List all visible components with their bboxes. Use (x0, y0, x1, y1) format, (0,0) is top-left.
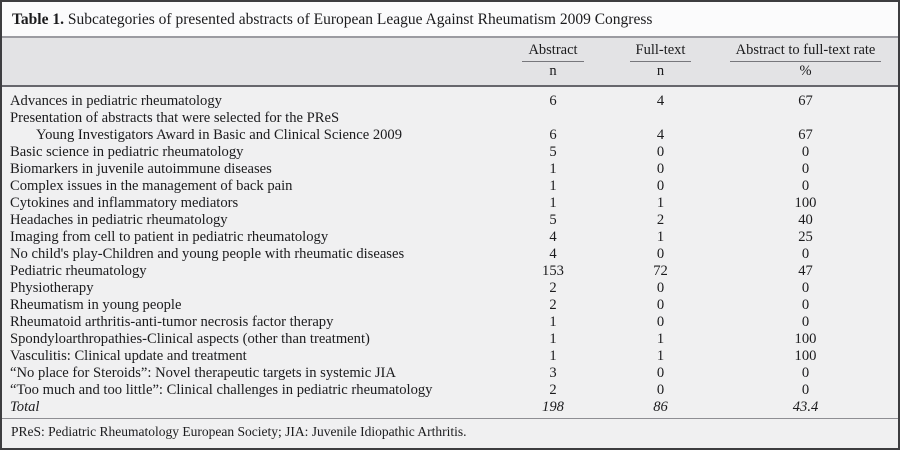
abstract-count-cell: 198 (542, 399, 564, 415)
fulltext-count-cell: 0 (656, 246, 665, 262)
table-row (2, 144, 898, 161)
table-row (2, 365, 898, 382)
abstract-count-cell: 1 (549, 331, 557, 347)
header-abstract (498, 38, 608, 86)
table-row (2, 246, 898, 263)
rate-cell: 0 (801, 246, 810, 262)
rate-cell: 100 (794, 331, 817, 347)
rate-cell: 0 (801, 297, 810, 313)
rate-cell: 100 (794, 195, 817, 211)
fulltext-count-cell: 0 (656, 161, 665, 177)
table-footnote: PReS: Pediatric Rheumatology European Society; JIA: Juvenile Idiopathic Arthritis. (2, 418, 898, 448)
header-abstract-unit: n (549, 63, 557, 79)
category-cell: Basic science in pediatric rheumatology (10, 144, 244, 160)
header-fulltext (608, 38, 713, 86)
rate-cell: 0 (801, 178, 810, 194)
category-cell: Rheumatism in young people (10, 297, 182, 313)
category-cell: “No place for Steroids”: Novel therapeutic targets in systemic JIA (10, 365, 396, 381)
category-cell: Vasculitis: Clinical update and treatment (10, 348, 247, 364)
table-row (2, 178, 898, 195)
abstract-count-cell: 2 (549, 297, 557, 313)
rate-cell: 0 (801, 365, 810, 381)
abstract-count-cell: 3 (549, 365, 557, 381)
fulltext-count-cell: 0 (656, 365, 665, 381)
table-title-text: Subcategories of presented abstracts of European League Against Rheumatism 2009 Congress (67, 11, 653, 28)
category-cell: Headaches in pediatric rheumatology (10, 212, 228, 228)
header-rate-label: Abstract to full-text rate (735, 42, 876, 58)
header-rate-rule (730, 61, 882, 62)
fulltext-count-cell: 0 (656, 280, 665, 296)
header-rate (713, 38, 898, 86)
fulltext-count-cell: 1 (656, 348, 665, 364)
fulltext-count-cell: 0 (656, 382, 665, 398)
abstract-count-cell: 1 (549, 178, 557, 194)
table-title-label: Table 1. (12, 11, 64, 28)
rate-cell: 0 (801, 161, 810, 177)
table-body (2, 86, 898, 418)
rate-cell: 0 (801, 144, 810, 160)
table-row (2, 382, 898, 399)
fulltext-count-cell: 72 (653, 263, 668, 279)
table-row (2, 331, 898, 348)
table-row (2, 314, 898, 331)
header-spacer (2, 38, 498, 86)
header-fulltext-rule (630, 61, 692, 62)
fulltext-count-cell: 2 (656, 212, 665, 228)
rate-cell: 100 (794, 348, 817, 364)
abstract-count-cell: 1 (549, 348, 557, 364)
category-cell: Advances in pediatric rheumatology (10, 93, 222, 109)
abstract-count-cell: 6 (549, 127, 557, 143)
table-header (2, 38, 898, 86)
table-row (2, 348, 898, 365)
table-row (2, 110, 898, 144)
fulltext-count-cell: 0 (656, 314, 665, 330)
category-cell: Rheumatoid arthritis-anti-tumor necrosis factor therapy (10, 314, 334, 330)
category-cell: Total (10, 399, 40, 415)
header-abstract-label: Abstract (528, 42, 578, 58)
abstract-count-cell: 1 (549, 161, 557, 177)
rate-cell: 47 (798, 263, 813, 279)
rate-cell: 67 (798, 93, 813, 109)
abstract-count-cell: 2 (549, 382, 557, 398)
header-fulltext-label: Full-text (635, 42, 686, 58)
table-row (2, 297, 898, 314)
category-cell: Presentation of abstracts that were selected for the PReS Young Investigators Award in Basic and Clinical Science 2009 (10, 110, 403, 143)
header-abstract-rule (522, 61, 583, 62)
table-row (2, 161, 898, 178)
abstract-count-cell: 5 (549, 212, 557, 228)
abstract-count-cell: 5 (549, 144, 557, 160)
category-cell: Complex issues in the management of back pain (10, 178, 293, 194)
category-cell: Cytokines and inflammatory mediators (10, 195, 239, 211)
fulltext-count-cell: 1 (656, 331, 665, 347)
rate-cell: 0 (801, 382, 810, 398)
table-row (2, 86, 898, 110)
abstract-count-cell: 6 (549, 93, 557, 109)
category-cell: Imaging from cell to patient in pediatric rheumatology (10, 229, 329, 245)
table-title (2, 2, 898, 38)
fulltext-count-cell: 1 (656, 229, 665, 245)
abstract-count-cell: 1 (549, 195, 557, 211)
abstracts-table (2, 38, 898, 418)
table-row (2, 399, 898, 418)
category-cell: Pediatric rheumatology (10, 263, 147, 279)
table-row (2, 212, 898, 229)
rate-cell: 25 (798, 229, 813, 245)
rate-cell: 67 (798, 127, 813, 143)
rate-cell: 43.4 (792, 399, 819, 415)
header-rate-unit: % (799, 63, 812, 79)
table-row (2, 263, 898, 280)
fulltext-count-cell: 4 (656, 127, 665, 143)
fulltext-count-cell: 4 (656, 93, 665, 109)
rate-cell: 40 (798, 212, 813, 228)
category-cell: “Too much and too little”: Clinical challenges in pediatric rheumatology (10, 382, 433, 398)
fulltext-count-cell: 0 (656, 178, 665, 194)
abstract-count-cell: 1 (549, 314, 557, 330)
table-row (2, 229, 898, 246)
table-row (2, 280, 898, 297)
category-cell: Physiotherapy (10, 280, 94, 296)
abstract-count-cell: 4 (549, 229, 557, 245)
rate-cell: 0 (801, 280, 810, 296)
header-fulltext-unit: n (656, 63, 665, 79)
fulltext-count-cell: 0 (656, 144, 665, 160)
rate-cell: 0 (801, 314, 810, 330)
fulltext-count-cell: 86 (653, 399, 668, 415)
fulltext-count-cell: 0 (656, 297, 665, 313)
fulltext-count-cell: 1 (656, 195, 665, 211)
table-row (2, 195, 898, 212)
category-cell: Biomarkers in juvenile autoimmune diseases (10, 161, 272, 177)
category-cell: Spondyloarthropathies-Clinical aspects (other than treatment) (10, 331, 370, 347)
abstract-count-cell: 153 (542, 263, 564, 279)
abstract-count-cell: 4 (549, 246, 557, 262)
category-cell: No child's play-Children and young people with rheumatic diseases (10, 246, 405, 262)
abstract-count-cell: 2 (549, 280, 557, 296)
